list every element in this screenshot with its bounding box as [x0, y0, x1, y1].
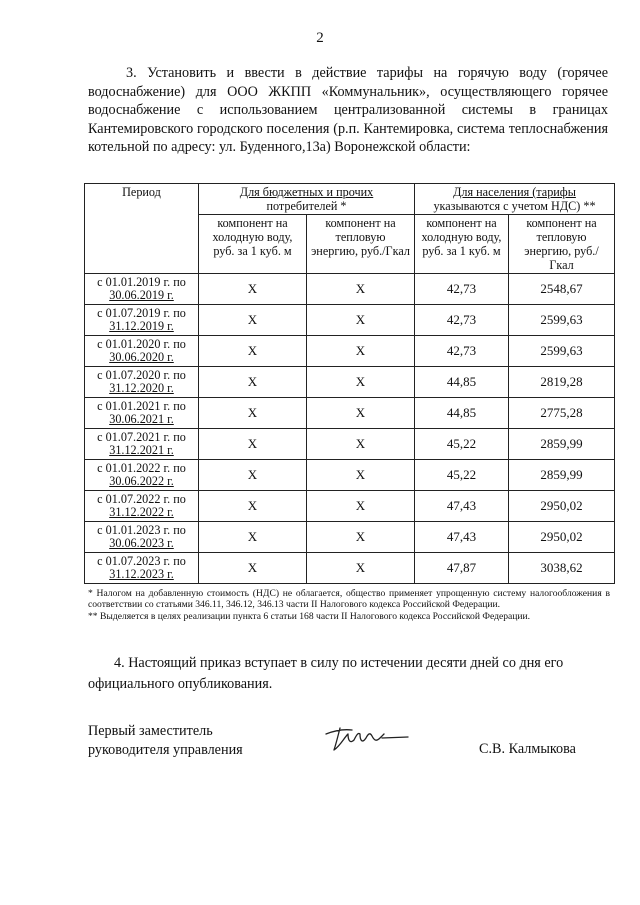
population-heat-cell: 2950,02: [509, 491, 615, 522]
population-heat-cell: 2859,99: [509, 429, 615, 460]
paragraph-4-text: 4. Настоящий приказ вступает в силу по истечении десяти дней со дня его официального опубликования.: [88, 655, 564, 692]
table-row: [85, 491, 615, 522]
header-population-line2: указываются с учетом НДС) **: [433, 199, 596, 213]
period-cell: [85, 398, 199, 429]
footnotes: [88, 588, 610, 622]
budget-heat-cell: Х: [307, 336, 415, 367]
period-start: с 01.01.2023 г. по: [97, 522, 186, 537]
population-heat-cell: 2599,63: [509, 305, 615, 336]
period-cell: [85, 274, 199, 305]
signatory-position-line2: руководителя управления: [88, 742, 243, 758]
budget-heat-cell: Х: [307, 491, 415, 522]
population-heat-cell: 2819,28: [509, 367, 615, 398]
population-cold-cell: 45,22: [415, 429, 509, 460]
subheader-cold-population: компонент на холодную воду, руб. за 1 куб. м: [415, 215, 509, 274]
table-row: [85, 398, 615, 429]
population-cold-cell: 42,73: [415, 336, 509, 367]
header-budget: [199, 184, 415, 215]
budget-cold-cell: Х: [199, 336, 307, 367]
period-end: 31.12.2021 г.: [109, 443, 174, 457]
header-population-line1: Для населения (тарифы: [453, 185, 576, 199]
signatory-name: С.В. Калмыкова: [479, 741, 576, 757]
handwritten-signature: [322, 720, 412, 756]
period-cell: [85, 553, 199, 584]
period-start: с 01.07.2022 г. по: [97, 491, 186, 506]
footnote-2: ** Выделяется в целях реализации пункта 6 статьи 168 части II Налогового кодекса Российской Федерации.: [88, 610, 531, 622]
tariff-table: [84, 183, 615, 584]
population-heat-cell: 2599,63: [509, 336, 615, 367]
period-cell: [85, 305, 199, 336]
tariff-body: [85, 274, 615, 584]
budget-heat-cell: Х: [307, 398, 415, 429]
period-end: 30.06.2022 г.: [109, 474, 174, 488]
budget-cold-cell: Х: [199, 429, 307, 460]
table-row: [85, 274, 615, 305]
population-cold-cell: 47,87: [415, 553, 509, 584]
signatory-position: [88, 722, 243, 760]
budget-heat-cell: Х: [307, 522, 415, 553]
budget-heat-cell: Х: [307, 429, 415, 460]
header-period: Период: [85, 184, 199, 274]
budget-cold-cell: Х: [199, 398, 307, 429]
budget-heat-cell: Х: [307, 367, 415, 398]
table-row: [85, 460, 615, 491]
table-row: [85, 522, 615, 553]
period-start: с 01.07.2020 г. по: [97, 367, 186, 382]
population-heat-cell: 2775,28: [509, 398, 615, 429]
paragraph-3: [88, 64, 608, 157]
population-heat-cell: 2859,99: [509, 460, 615, 491]
population-heat-cell: 3038,62: [509, 553, 615, 584]
signatory-position-line1: Первый заместитель: [88, 723, 213, 739]
period-end: 31.12.2022 г.: [109, 505, 174, 519]
budget-cold-cell: Х: [199, 522, 307, 553]
paragraph-3-text: 3. Установить и ввести в действие тарифы на горячую воду (горячее водоснабжение) для ООО ЖКПП «Коммунальник», осуществляющего горячее водоснабжение с использованием централизованной системы в границах Кантемировского городского поселения (р.п. Кантемировка, система теплоснабжения котельной по адресу: ул. Буденного,13а) Воронежской области:: [88, 65, 608, 156]
period-cell: [85, 491, 199, 522]
period-start: с 01.07.2023 г. по: [97, 553, 186, 568]
period-end: 30.06.2021 г.: [109, 412, 174, 426]
header-population: [415, 184, 615, 215]
period-start: с 01.01.2020 г. по: [97, 336, 186, 351]
budget-cold-cell: Х: [199, 367, 307, 398]
period-end: 30.06.2019 г.: [109, 288, 174, 302]
subheader-heat-budget: компонент на тепловую энергию, руб./Гкал: [307, 215, 415, 274]
period-start: с 01.01.2021 г. по: [97, 398, 186, 413]
budget-cold-cell: Х: [199, 553, 307, 584]
header-budget-line2: потребителей *: [266, 199, 347, 213]
period-end: 31.12.2019 г.: [109, 319, 174, 333]
page-number: 2: [316, 30, 324, 46]
population-cold-cell: 44,85: [415, 367, 509, 398]
budget-heat-cell: Х: [307, 460, 415, 491]
period-end: 30.06.2020 г.: [109, 350, 174, 364]
period-start: с 01.07.2021 г. по: [97, 429, 186, 444]
budget-heat-cell: Х: [307, 553, 415, 584]
population-cold-cell: 42,73: [415, 305, 509, 336]
period-end: 31.12.2023 г.: [109, 567, 174, 581]
table-row: [85, 305, 615, 336]
period-cell: [85, 522, 199, 553]
period-cell: [85, 429, 199, 460]
population-heat-cell: 2950,02: [509, 522, 615, 553]
budget-heat-cell: Х: [307, 305, 415, 336]
population-cold-cell: 47,43: [415, 522, 509, 553]
population-cold-cell: 47,43: [415, 491, 509, 522]
period-cell: [85, 367, 199, 398]
budget-cold-cell: Х: [199, 460, 307, 491]
period-start: с 01.07.2019 г. по: [97, 305, 186, 320]
period-cell: [85, 460, 199, 491]
subheader-heat-population: компонент на тепловую энергию, руб./Гкал: [509, 215, 615, 274]
period-end: 31.12.2020 г.: [109, 381, 174, 395]
subheader-cold-budget: компонент на холодную воду, руб. за 1 куб. м: [199, 215, 307, 274]
table-row: [85, 367, 615, 398]
budget-cold-cell: Х: [199, 274, 307, 305]
period-start: с 01.01.2019 г. по: [97, 274, 186, 289]
budget-heat-cell: Х: [307, 274, 415, 305]
table-row: [85, 553, 615, 584]
budget-cold-cell: Х: [199, 491, 307, 522]
footnote-1: * Налогом на добавленную стоимость (НДС) не облагается, общество применяет упрощенную систему налогообложения в соответствии со статьями 346.11, 346.12, 346.13 части II Налогового кодекса Российской Федерации.: [88, 588, 610, 611]
population-heat-cell: 2548,67: [509, 274, 615, 305]
population-cold-cell: 45,22: [415, 460, 509, 491]
population-cold-cell: 42,73: [415, 274, 509, 305]
period-cell: [85, 336, 199, 367]
table-row: [85, 429, 615, 460]
budget-cold-cell: Х: [199, 305, 307, 336]
population-cold-cell: 44,85: [415, 398, 509, 429]
period-end: 30.06.2023 г.: [109, 536, 174, 550]
period-start: с 01.01.2022 г. по: [97, 460, 186, 475]
header-budget-line1: Для бюджетных и прочих: [239, 185, 374, 199]
table-row: [85, 336, 615, 367]
paragraph-4: [88, 653, 610, 695]
